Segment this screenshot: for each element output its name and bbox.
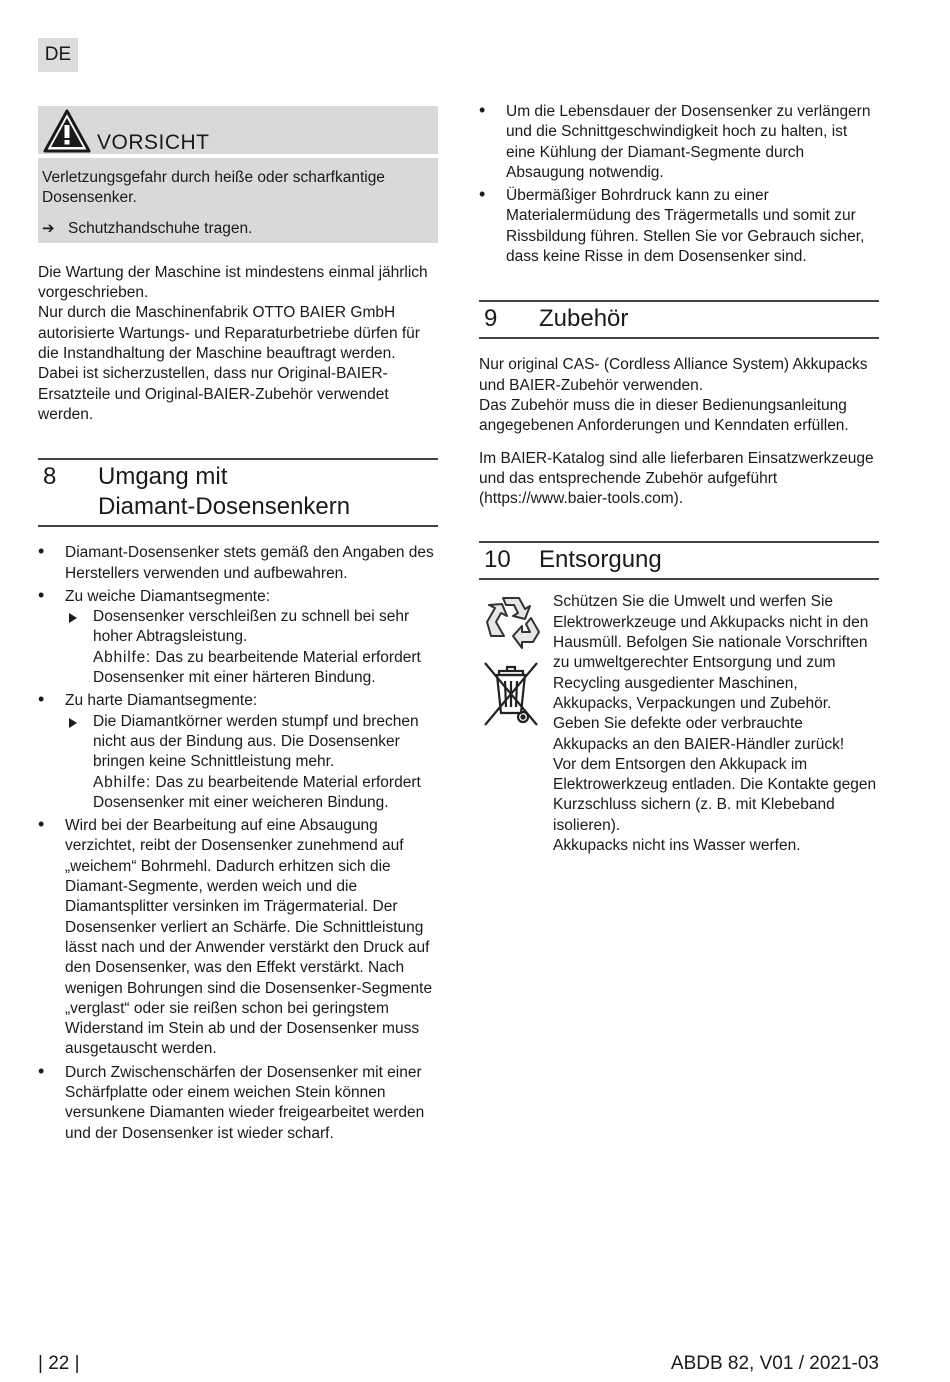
section-8-heading — [38, 458, 438, 527]
section-number: 8 — [43, 463, 57, 491]
disposal-text — [553, 592, 879, 856]
maintenance-text-2: Nur durch die Maschinenfabrik OTTO BAIER GmbH autorisierte Wartungs- und Reparaturbetriebe dürfen für die Instandhaltung der Maschine beauftragt werden. Dabei ist sicherzustellen, dass nur Original-BAIER-Ersatzteile und Original-BAIER-Zubehör verwendet werden. — [38, 304, 420, 423]
caution-body — [38, 158, 438, 243]
disposal-text-4: Akkupacks nicht ins Wasser werfen. — [553, 837, 801, 855]
caution-action-text: Schutzhandschuhe tragen. — [68, 219, 253, 237]
list-item-text: Zu harte Diamantsegmente: — [65, 692, 258, 710]
section-title-line-2: Diamant-Dosensenkern — [98, 493, 351, 521]
arrow-right-icon: ➔ — [42, 219, 55, 237]
maintenance-text-1: Die Wartung der Maschine ist mindestens einmal jährlich vorgeschrieben. — [38, 263, 428, 302]
page-number: | 22 | — [38, 1353, 80, 1374]
sub-item-text: Die Diamantkörner werden stumpf und brechen nicht aus der Bindung aus. Die Dosensenker bringen keine Schnittleistung mehr. — [93, 712, 419, 771]
list-item-text: Wird bei der Bearbeitung auf eine Absaugung verzichtet, reibt der Dosensenker zunehmend auf „weichem“ Bohrmehl. Dadurch erhitzen sich die Diamant-Segmente, werden weich und die Diamantsplitter versinken im Trägermaterial. Der Dosensenker verliert an Schärfe. Die Schnittleistung lässt nach und der Anwender verstärkt den Druck auf den Dosensenker, was den Effekt verstärkt. Nach wenigen Bohrungen sind die Dosensenker-Segmente „verglast“ oder sie reißen schon bei geringstem Widerstand im Stein ab und der Dosensenker muss ausgetauscht werden. — [65, 817, 433, 1058]
list-item-text: Diamant-Dosensenker stets gemäß den Angaben des Herstellers verwenden und aufbewahren. — [65, 544, 434, 582]
section-number: 10 — [484, 546, 511, 574]
list-item — [479, 102, 879, 183]
remedy-label: Abhilfe: — [93, 648, 152, 666]
warning-triangle-icon — [43, 109, 91, 153]
caution-title: VORSICHT — [97, 131, 210, 154]
sub-list — [65, 712, 438, 813]
caution-action — [42, 219, 432, 239]
section-title-line-1: Umgang mit — [98, 463, 228, 491]
caution-text: Verletzungsgefahr durch heiße oder scharfkantige Dosensenker. — [42, 169, 385, 207]
accessory-text-2: Im BAIER-Katalog sind alle lieferbaren Einsatzwerkzeuge und das entsprechende Zubehör aufgeführt (https://www.baier-tools.com). — [479, 449, 874, 508]
left-column — [38, 106, 438, 1147]
section-10-heading — [479, 541, 879, 580]
disposal-text-2: Geben Sie defekte oder verbrauchte Akkupacks an den BAIER-Händler zurück! — [553, 715, 845, 753]
remedy-text: Das zu bearbeitende Material erfordert Dosensenker mit einer weicheren Bindung. — [93, 773, 421, 811]
caution-header — [38, 106, 438, 154]
section-title: Entsorgung — [539, 546, 662, 574]
list-item — [38, 543, 438, 584]
language-tag: DE — [38, 38, 78, 72]
disposal-text-3: Vor dem Entsorgen den Akkupack im Elektrowerkzeug entladen. Die Kontakte gegen Kurzschluss sichern (z. B. mit Klebeband isolieren). — [553, 755, 877, 834]
caution-box — [38, 106, 438, 243]
section-8-list — [38, 543, 438, 1144]
remedy-text: Das zu bearbeitende Material erfordert Dosensenker mit einer härteren Bindung. — [93, 648, 421, 687]
list-item — [38, 691, 438, 813]
list-item — [479, 186, 879, 267]
disposal-icons — [479, 592, 553, 856]
sub-list-item — [65, 712, 438, 813]
list-item — [38, 816, 438, 1060]
remedy-label: Abhilfe: — [93, 773, 152, 791]
list-item — [38, 587, 438, 688]
crossed-bin-icon — [479, 659, 545, 729]
sub-list — [65, 607, 438, 688]
section-number: 9 — [484, 305, 498, 333]
list-item-text: Durch Zwischenschärfen der Dosensenker mit einer Schärfplatte oder einem weichen Stein können versunkene Diamanten wieder freigearbeitet werden und der Dosensenker ist wieder scharf. — [65, 1063, 425, 1142]
list-item-text: Zu weiche Diamantsegmente: — [65, 587, 271, 605]
sub-item-text: Dosensenker verschleißen zu schnell bei sehr hoher Abtragsleistung. — [93, 608, 410, 646]
sub-list-item — [65, 607, 438, 688]
section-title: Zubehör — [539, 305, 629, 333]
section-title — [98, 462, 350, 522]
list-item-text: Übermäßiger Bohrdruck kann zu einer Materialermüdung des Trägermetalls und somit zur Rissbildung führen. Stellen Sie vor Gebrauch sicher, dass keine Risse in dem Dosensenker sind. — [506, 187, 865, 266]
right-column — [479, 102, 879, 856]
recycle-icon — [479, 592, 545, 652]
accessory-text-1a: Nur original CAS- (Cordless Alliance System) Akkupacks und BAIER-Zubehör verwenden. — [479, 356, 868, 394]
disposal-block — [479, 592, 879, 856]
accessory-text-1b: Das Zubehör muss die in dieser Bedienungsanleitung angegebenen Anforderungen und Kenndaten erfüllen. — [479, 396, 849, 435]
list-item — [38, 1063, 438, 1144]
section-9-heading — [479, 300, 879, 339]
document-id: ABDB 82, V01 / 2021-03 — [670, 1353, 879, 1374]
section-8-list-continued — [479, 102, 879, 267]
disposal-text-1: Schützen Sie die Umwelt und werfen Sie Elektrowerkzeuge und Akkupacks nicht in den Hausmüll. Befolgen Sie nationale Vorschriften zu umweltgerechter Entsorgung und zum Recycling ausgedienter Maschinen, Akkupacks, Verpackungen und Zubehör. — [553, 593, 869, 712]
list-item-text: Um die Lebensdauer der Dosensenker zu verlängern und die Schnittgeschwindigkeit hoch zu halten, ist eine Kühlung der Diamant-Segmente durch Absaugung notwendig. — [506, 103, 871, 181]
